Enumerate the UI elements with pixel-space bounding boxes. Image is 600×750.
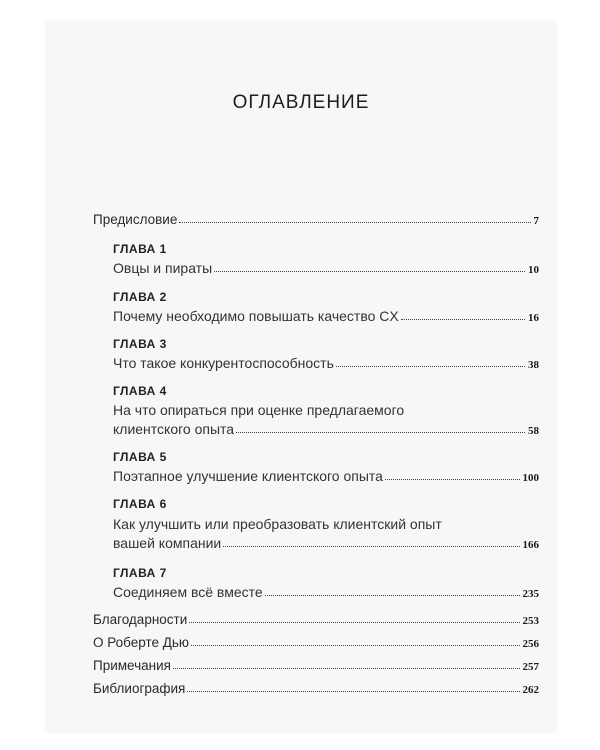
page-title: ОГЛАВЛЕНИЕ — [232, 92, 370, 113]
toc-page-number: 7 — [533, 215, 539, 227]
toc-entry-chapter-1[interactable] — [113, 260, 539, 276]
toc-entry-label: Предисловие — [93, 212, 178, 227]
toc-entry-label-line-1: На что опираться при оценке предлагаемого — [113, 402, 405, 418]
toc-entry-about-author[interactable] — [93, 635, 539, 650]
chapter-heading: ГЛАВА 7 — [113, 566, 167, 580]
toc-entry-label: Библиография — [93, 681, 186, 696]
toc-entry-preface[interactable] — [93, 212, 539, 227]
toc-entry-chapter-3[interactable] — [113, 355, 539, 371]
toc-page-number: 10 — [528, 264, 539, 276]
toc-entry-label-line-1: Как улучшить или преобразовать клиентский опыт — [113, 516, 442, 532]
toc-entry-label: О Роберте Дью — [93, 635, 190, 650]
dot-leader — [214, 271, 525, 272]
toc-entry-label: Примечания — [93, 658, 171, 673]
toc-entry-label: вашей компании — [113, 535, 222, 551]
toc-page-number: 58 — [528, 425, 539, 437]
dot-leader — [265, 595, 520, 596]
toc-entry-label: Почему необходимо повышать качество CX — [113, 308, 399, 324]
toc-page-number: 253 — [522, 615, 539, 627]
toc-page-number: 235 — [522, 588, 539, 600]
dot-leader — [236, 432, 525, 433]
dot-leader — [223, 546, 519, 547]
toc-entry-chapter-7[interactable] — [113, 584, 539, 600]
toc-entry-label: Благодарности — [93, 612, 188, 627]
toc-entry-chapter-2[interactable] — [113, 308, 539, 324]
toc-page-number: 262 — [522, 684, 539, 696]
toc-entry-acknowledgments[interactable] — [93, 612, 539, 627]
chapter-heading: ГЛАВА 3 — [113, 337, 167, 351]
toc-page-number: 38 — [528, 359, 539, 371]
dot-leader — [187, 691, 519, 692]
chapter-heading: ГЛАВА 6 — [113, 497, 167, 511]
dot-leader — [385, 479, 520, 480]
dot-leader — [336, 366, 525, 367]
toc-page-number: 256 — [522, 638, 539, 650]
toc-entry-chapter-4[interactable] — [113, 421, 539, 437]
chapter-heading: ГЛАВА 5 — [113, 450, 167, 464]
chapter-heading: ГЛАВА 2 — [113, 290, 167, 304]
toc-entry-bibliography[interactable] — [93, 681, 539, 696]
toc-page-number: 16 — [528, 312, 539, 324]
toc-page-number: 257 — [522, 661, 539, 673]
chapter-heading: ГЛАВА 1 — [113, 242, 167, 256]
toc-entry-label: Овцы и пираты — [113, 260, 213, 276]
toc-page-number: 100 — [522, 472, 539, 484]
toc-page-number: 166 — [522, 539, 539, 551]
toc-entry-chapter-5[interactable] — [113, 468, 539, 484]
toc-entry-label: Что такое конкурентоспособность — [113, 355, 334, 371]
dot-leader — [179, 222, 530, 223]
dot-leader — [191, 645, 519, 646]
toc-entry-notes[interactable] — [93, 658, 539, 673]
toc-entry-label: клиентского опыта — [113, 421, 235, 437]
book-page — [46, 22, 556, 732]
toc-entry-label: Соединяем всё вместе — [113, 584, 263, 600]
toc-entry-label: Поэтапное улучшение клиентского опыта — [113, 468, 383, 484]
dot-leader — [401, 319, 525, 320]
dot-leader — [173, 668, 520, 669]
chapter-heading: ГЛАВА 4 — [113, 384, 167, 398]
dot-leader — [189, 622, 519, 623]
toc-entry-chapter-6[interactable] — [113, 535, 539, 551]
